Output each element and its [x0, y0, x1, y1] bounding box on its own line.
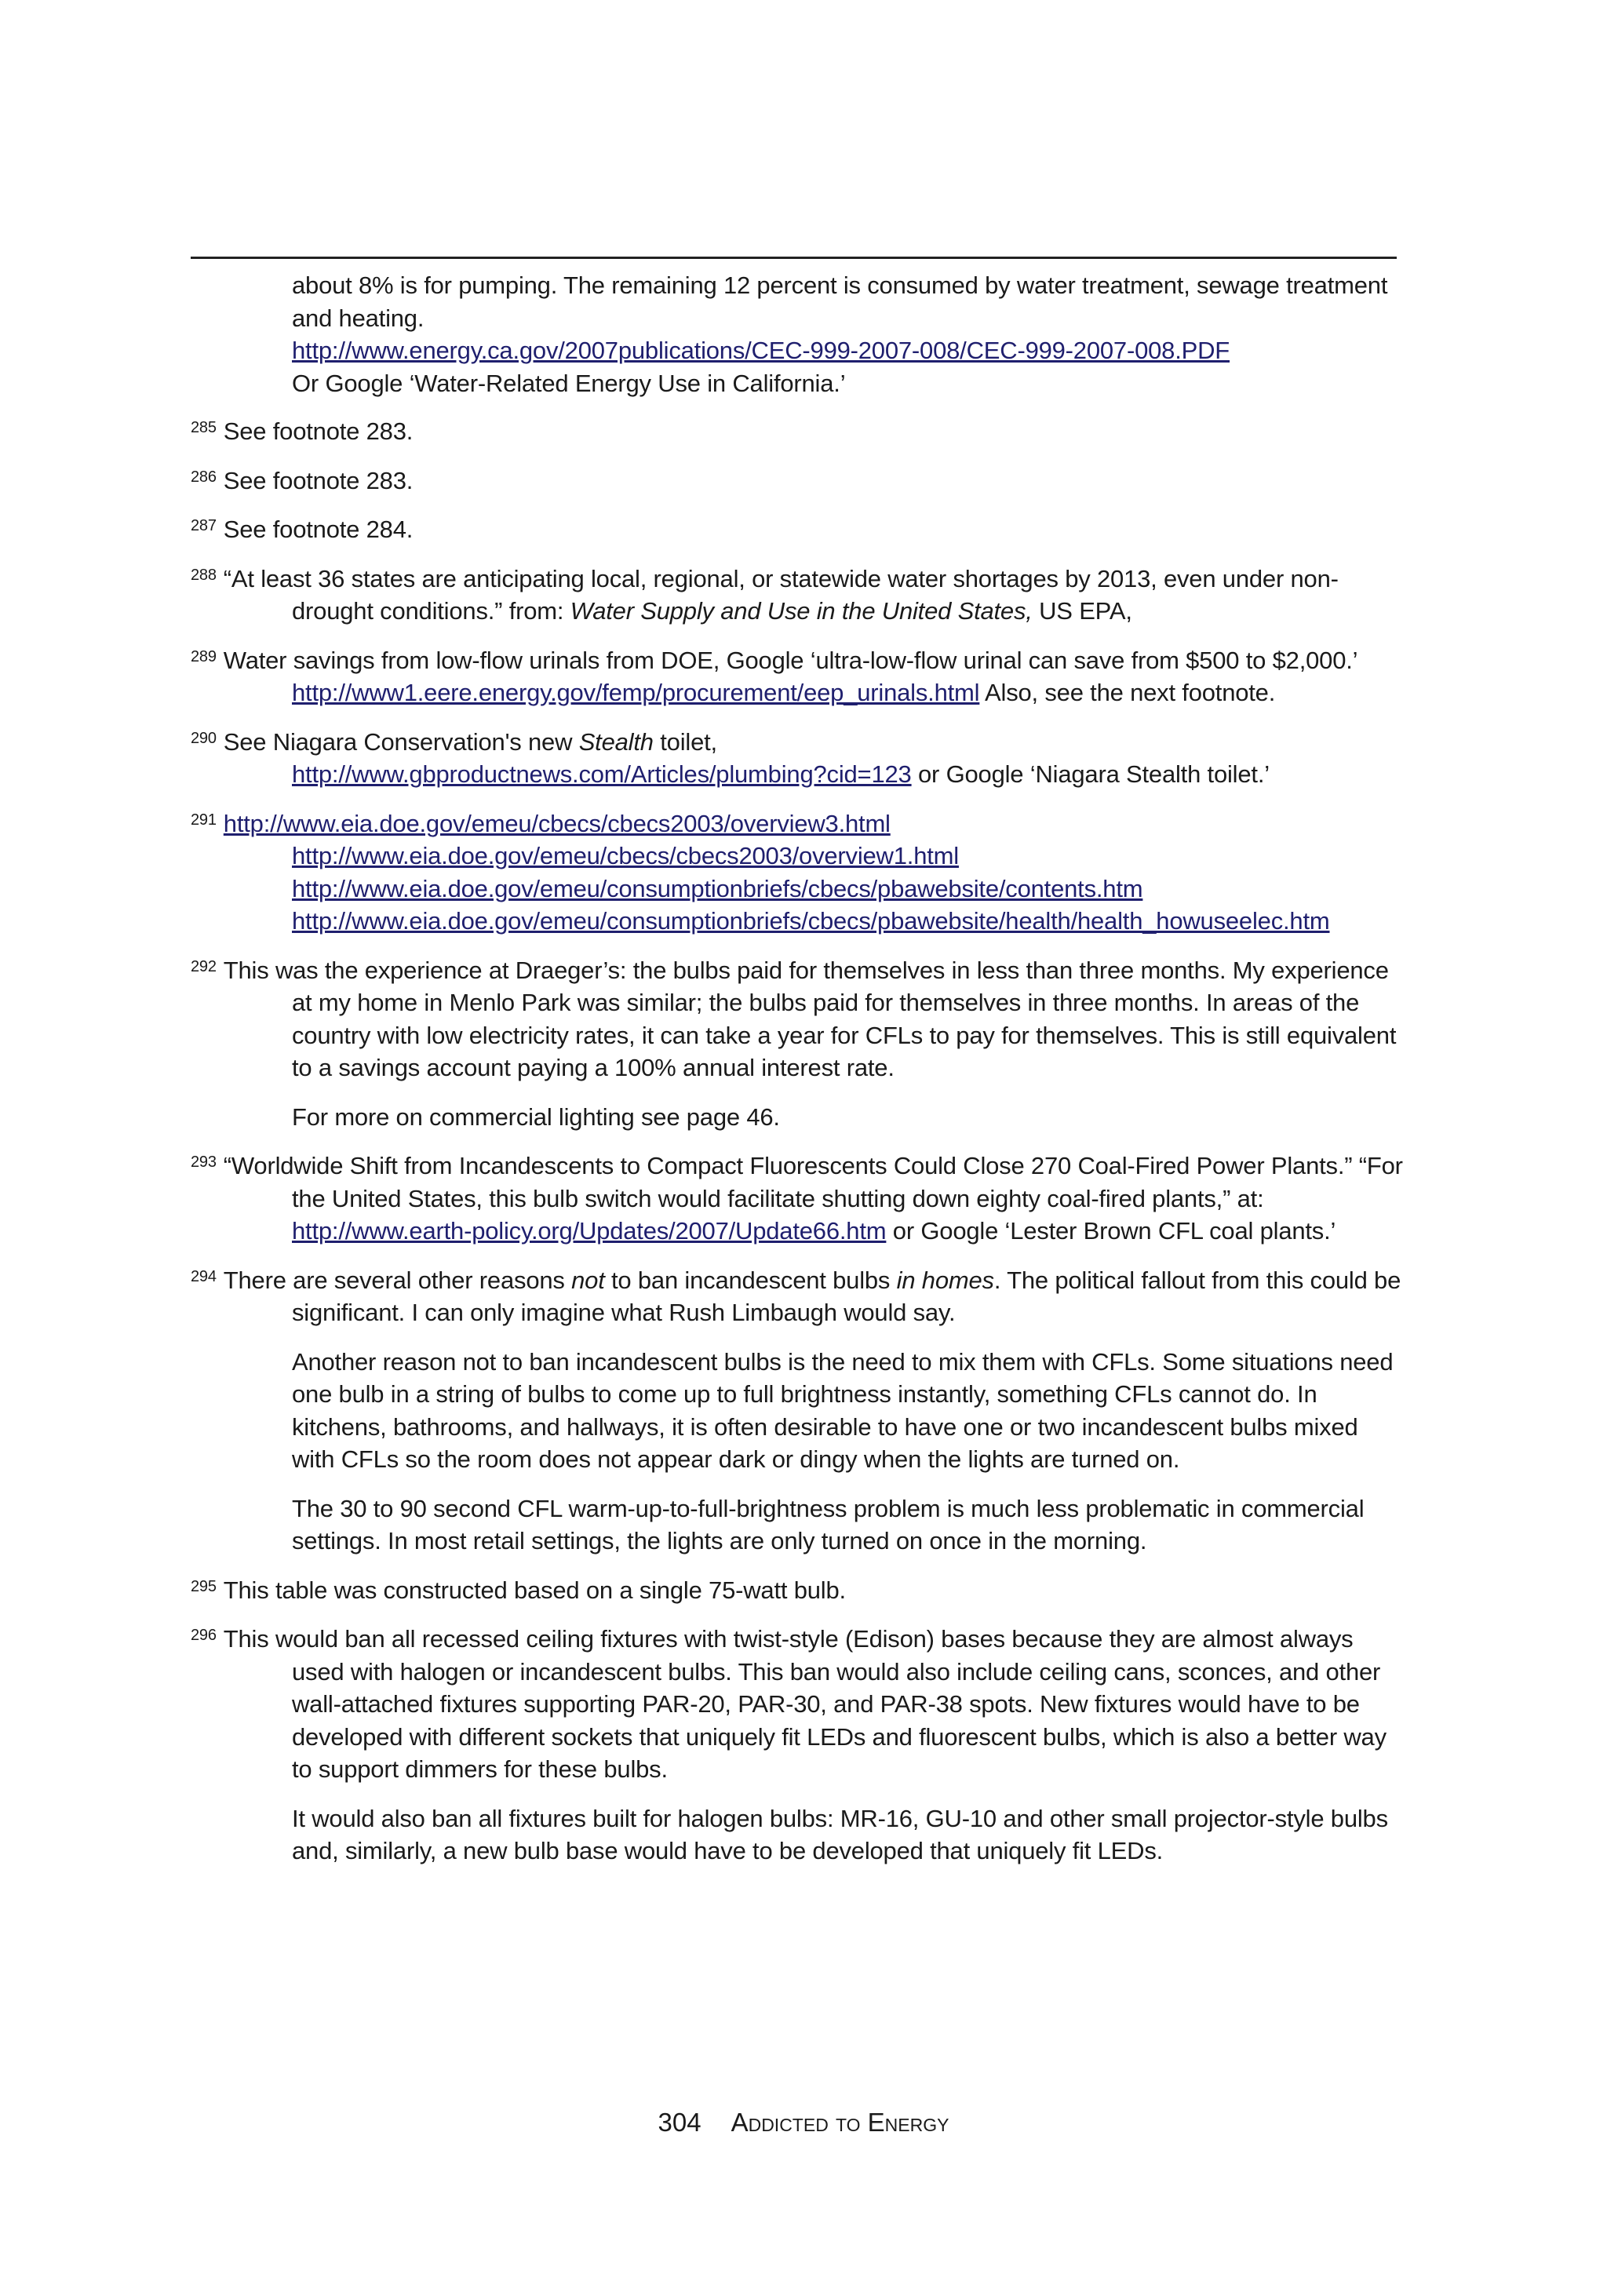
footnote-text-end: Also, see the next footnote.: [979, 679, 1276, 706]
continuation-after: Or Google ‘Water-Related Energy Use in California.’: [292, 369, 846, 397]
footnote-italic-in-homes: in homes: [896, 1266, 994, 1294]
footnote-292: [191, 954, 1403, 1134]
footnote-290: [191, 726, 1403, 791]
footnote-text-end: . The political fallout from this could be significant. I can only imagine what Rush Limbaugh would say.: [292, 1266, 1401, 1326]
footnote-number: 292: [191, 957, 217, 975]
footnote-number: 289: [191, 647, 217, 665]
footnote-separator: [191, 257, 1397, 259]
footnote-286: [191, 465, 1403, 497]
page-footer: [0, 2107, 1607, 2138]
footnote-link[interactable]: http://www1.eere.energy.gov/femp/procurement/eep_urinals.html: [292, 679, 980, 706]
footnote-link-1[interactable]: http://www.eia.doe.gov/emeu/cbecs/cbecs2003/overview3.html: [223, 809, 891, 837]
footnote-text: This would ban all recessed ceiling fixtures with twist-style (Edison) bases because they are almost always used with halogen or incandescent bulbs. This ban would also include ceiling cans, sconces, and other wall-attached fixtures supporting PAR-20, PAR-30, and PAR-38 spots. New fixtures would have to be developed with different sockets that uniquely fit LEDs and fluorescent bulbs, which is also a better way to support dimmers for these bulbs.: [223, 1625, 1387, 1783]
footnote-text-end: or Google ‘Lester Brown CFL coal plants.’: [886, 1217, 1336, 1245]
footnote-number: 291: [191, 811, 217, 829]
footnote-text: This was the experience at Draeger’s: the bulbs paid for themselves in less than three months. My experience at my home in Menlo Park was similar; the bulbs paid for themselves in three months. In areas of the country with low electricity rates, it can take a year for CFLs to pay for themselves. This is still equivalent to a savings account paying a 100% annual interest rate.: [223, 956, 1397, 1081]
footnote-294: [191, 1264, 1403, 1558]
footnote-text: See Niagara Conservation's new: [223, 727, 579, 756]
footnote-291: [191, 807, 1403, 938]
footnote-number: 296: [191, 1627, 217, 1644]
footnote-number: 294: [191, 1267, 217, 1285]
footnote-italic: Water Supply and Use in the United States,: [570, 597, 1033, 625]
footnote-paragraph-2: It would also ban all fixtures built for halogen bulbs: MR-16, GU-10 and other small projector-style bulbs and, similarly, a new bulb base would have to be developed that uniquely fit LEDs.: [292, 1804, 1388, 1864]
footnotes-section: [191, 269, 1403, 1884]
footnote-link[interactable]: http://www.gbproductnews.com/Articles/plumbing?cid=123: [292, 760, 912, 788]
footnote-italic-not: not: [571, 1266, 605, 1294]
footnote-continuation: [191, 269, 1403, 399]
footnote-text: See footnote 283.: [223, 466, 414, 494]
footnote-number: 287: [191, 517, 217, 534]
footnote-italic: Stealth: [578, 727, 654, 756]
footnote-number: 285: [191, 419, 217, 436]
footnote-text: Water savings from low-flow urinals from DOE, Google ‘ultra-low-flow urinal can save from $500 to $2,000.’: [223, 646, 1357, 674]
footnote-text-end: US EPA,: [1032, 597, 1132, 625]
footnote-text-mid: toilet,: [653, 727, 717, 756]
continuation-text: about 8% is for pumping. The remaining 12 percent is consumed by water treatment, sewage treatment and heating.: [292, 272, 1388, 332]
continuation-link[interactable]: http://www.energy.ca.gov/2007publications/CEC-999-2007-008/CEC-999-2007-008.PDF: [292, 337, 1230, 364]
footnote-287: [191, 513, 1403, 546]
footnote-number: 295: [191, 1577, 217, 1595]
footnote-paragraph-2: For more on commercial lighting see page 46.: [292, 1102, 780, 1131]
footnote-295: [191, 1574, 1403, 1607]
footnote-text-end: or Google ‘Niagara Stealth toilet.’: [911, 760, 1270, 788]
footnote-link-4[interactable]: http://www.eia.doe.gov/emeu/consumptionbriefs/cbecs/pbawebsite/health/health_howuseelec.htm: [292, 907, 1330, 935]
footnote-text: “At least 36 states are anticipating local, regional, or statewide water shortages by 2013, even under non-drought conditions.” from:: [223, 564, 1339, 625]
footnote-number: 286: [191, 468, 217, 486]
footnote-text-mid: to ban incandescent bulbs: [604, 1266, 897, 1294]
footnote-296: [191, 1623, 1403, 1868]
footnote-paragraph-3: The 30 to 90 second CFL warm-up-to-full-brightness problem is much less problematic in commercial settings. In most retail settings, the lights are only turned on once in the morning.: [292, 1494, 1365, 1554]
running-title: Addicted to Energy: [731, 2108, 949, 2137]
footnote-link-2[interactable]: http://www.eia.doe.gov/emeu/cbecs/cbecs2003/overview1.html: [292, 842, 959, 869]
footnote-289: [191, 644, 1403, 709]
footnote-link[interactable]: http://www.earth-policy.org/Updates/2007/Update66.htm: [292, 1217, 887, 1245]
footnote-link-3[interactable]: http://www.eia.doe.gov/emeu/consumptionbriefs/cbecs/pbawebsite/contents.htm: [292, 874, 1143, 902]
page-number: 304: [658, 2108, 701, 2137]
footnote-285: [191, 415, 1403, 448]
footnote-text: There are several other reasons: [223, 1266, 572, 1294]
footnote-288: [191, 563, 1403, 628]
footnote-number: 293: [191, 1153, 217, 1171]
footnote-text: This table was constructed based on a single 75-watt bulb.: [223, 1576, 846, 1604]
footnote-number: 288: [191, 566, 217, 584]
footnote-text: See footnote 283.: [223, 417, 414, 445]
footnote-293: [191, 1150, 1403, 1248]
footnote-text: See footnote 284.: [223, 516, 414, 543]
footnote-text: “Worldwide Shift from Incandescents to Compact Fluorescents Could Close 270 Coal-Fired Power Plants.” “For the United States, this bulb switch would facilitate shutting down eighty coal-fired plants,” at:: [223, 1152, 1403, 1212]
footnote-paragraph-2: Another reason not to ban incandescent bulbs is the need to mix them with CFLs. Some situations need one bulb in a string of bulbs to come up to full brightness instantly, something CFLs cannot do. In kitchens, bathrooms, and hallways, it is often desirable to have one or two incandescent bulbs mixed with CFLs so the room does not appear dark or dingy when the lights are turned on.: [292, 1347, 1394, 1473]
footnote-number: 290: [191, 729, 217, 747]
